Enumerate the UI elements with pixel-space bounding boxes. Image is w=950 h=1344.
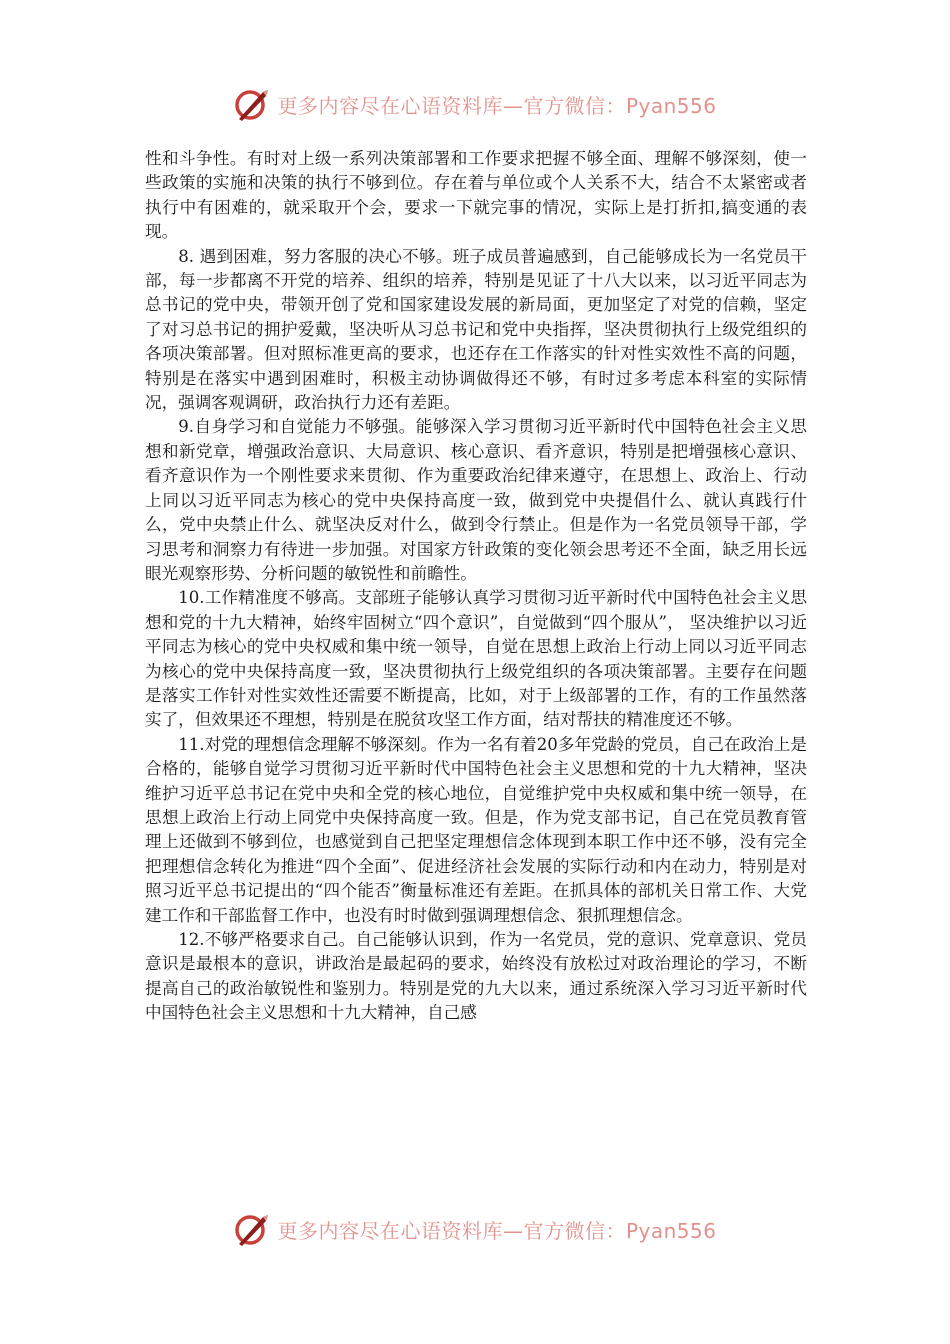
paragraph-item-8: 8. 遇到困难，努力客服的决心不够。班子成员普遍感到，自己能够成长为一名党员干部，每一步都离不开党的培养、组织的培养，特别是见证了十八大以来，以习近平同志为总书记的党中央，带领开创了党和国家建设发展的新局面，更加坚定了对党的信赖，坚定了对习总书记的拥护爱戴，坚决听从习总书记和党中央指挥，坚决贯彻执行上级党组织的各项决策部署。但对照标准更高的要求，也还存在工作落实的针对性实效性不高的问题，特别是在落实中遇到困难时，积极主动协调做得还不够，有时过多考虑本科室的实际情况，强调客观调研，政治执行力还有差距。 bbox=[145, 246, 807, 413]
footer-watermark bbox=[0, 1207, 950, 1251]
header-watermark bbox=[0, 82, 950, 126]
paragraph-item-9: 9.自身学习和自觉能力不够强。能够深入学习贯彻习近平新时代中国特色社会主义思想和新党章，增强政治意识、大局意识、核心意识、看齐意识，特别是把增强核心意识、看齐意识作为一个刚性要求来贯彻、作为重要政治纪律来遵守，在思想上、政治上、行动上同以习近平同志为核心的党中央保持高度一致，做到党中央提倡什么、就认真践行什么，党中央禁止什么、就坚决反对什么，做到令行禁止。但是作为一名党员领导干部，学习思考和洞察力有待进一步加强。对国家方针政策的变化领会思考还不全面，缺乏用长远眼光观察形势、分析问题的敏锐性和前瞻性。 bbox=[145, 417, 807, 583]
document-body bbox=[145, 147, 807, 1026]
header-watermark-text: 更多内容尽在心语资料库—官方微信：Pyan556 bbox=[277, 93, 717, 118]
pen-logo-icon bbox=[233, 84, 273, 124]
paragraph-item-12: 12.不够严格要求自己。自己能够认识到，作为一名党员，党的意识、党章意识、党员意识是最根本的意识，讲政治是最起码的要求，始终没有放松过对政治理论的学习，不断提高自己的政治敏锐性和鉴别力。特别是党的九大以来，通过系统深入学习习近平新时代中国特色社会主义思想和十九大精神，自己感 bbox=[145, 930, 807, 1023]
paragraph-continued: 性和斗争性。有时对上级一系列决策部署和工作要求把握不够全面、理解不够深刻，使一些政策的实施和决策的执行不够到位。存在着与单位或个人关系不大，结合不太紧密或者执行中有困难的，就采取开个会，要求一下就完事的情况，实际上是打折扣,搞变通的表现。 bbox=[145, 149, 807, 242]
paragraph-item-10: 10.工作精准度不够高。支部班子能够认真学习贯彻习近平新时代中国特色社会主义思想和党的十九大精神，始终牢固树立“四个意识”，自觉做到“四个服从”， 坚决维护以习近平同志为核心的党中央权威和集中统一领导，自觉在思想上政治上行动上同以习近平同志为核心的党中央保持高度一致，坚决贯彻执行上级党组织的各项决策部署。主要存在问题是落实工作针对性实效性还需要不断提高，比如，对于上级部署的工作，有的工作虽然落实了，但效果还不理想，特别是在脱贫攻坚工作方面，结对帮扶的精准度还不够。 bbox=[145, 588, 807, 730]
paragraph-item-11: 11.对党的理想信念理解不够深刻。作为一名有着20多年党龄的党员，自己在政治上是合格的，能够自觉学习贯彻习近平新时代中国特色社会主义思想和党的十九大精神，坚决维护习近平总书记在党中央和全党的核心地位，自觉维护党中央权威和集中统一领导，在思想上政治上行动上同党中央保持高度一致。但是，作为党支部书记，自己在党员教育管理上还做到不够到位，也感觉到自己把坚定理想信念体现到本职工作中还不够，没有完全把理想信念转化为推进“四个全面”、促进经济社会发展的实际行动和内在动力，特别是对照习近平总书记提出的“四个能否”衡量标准还有差距。在抓具体的部机关日常工作、大党建工作和干部监督工作中，也没有时时做到强调理想信念、狠抓理想信念。 bbox=[145, 734, 807, 925]
footer-watermark-text: 更多内容尽在心语资料库—官方微信：Pyan556 bbox=[277, 1218, 717, 1243]
pen-logo-icon bbox=[233, 1209, 273, 1249]
